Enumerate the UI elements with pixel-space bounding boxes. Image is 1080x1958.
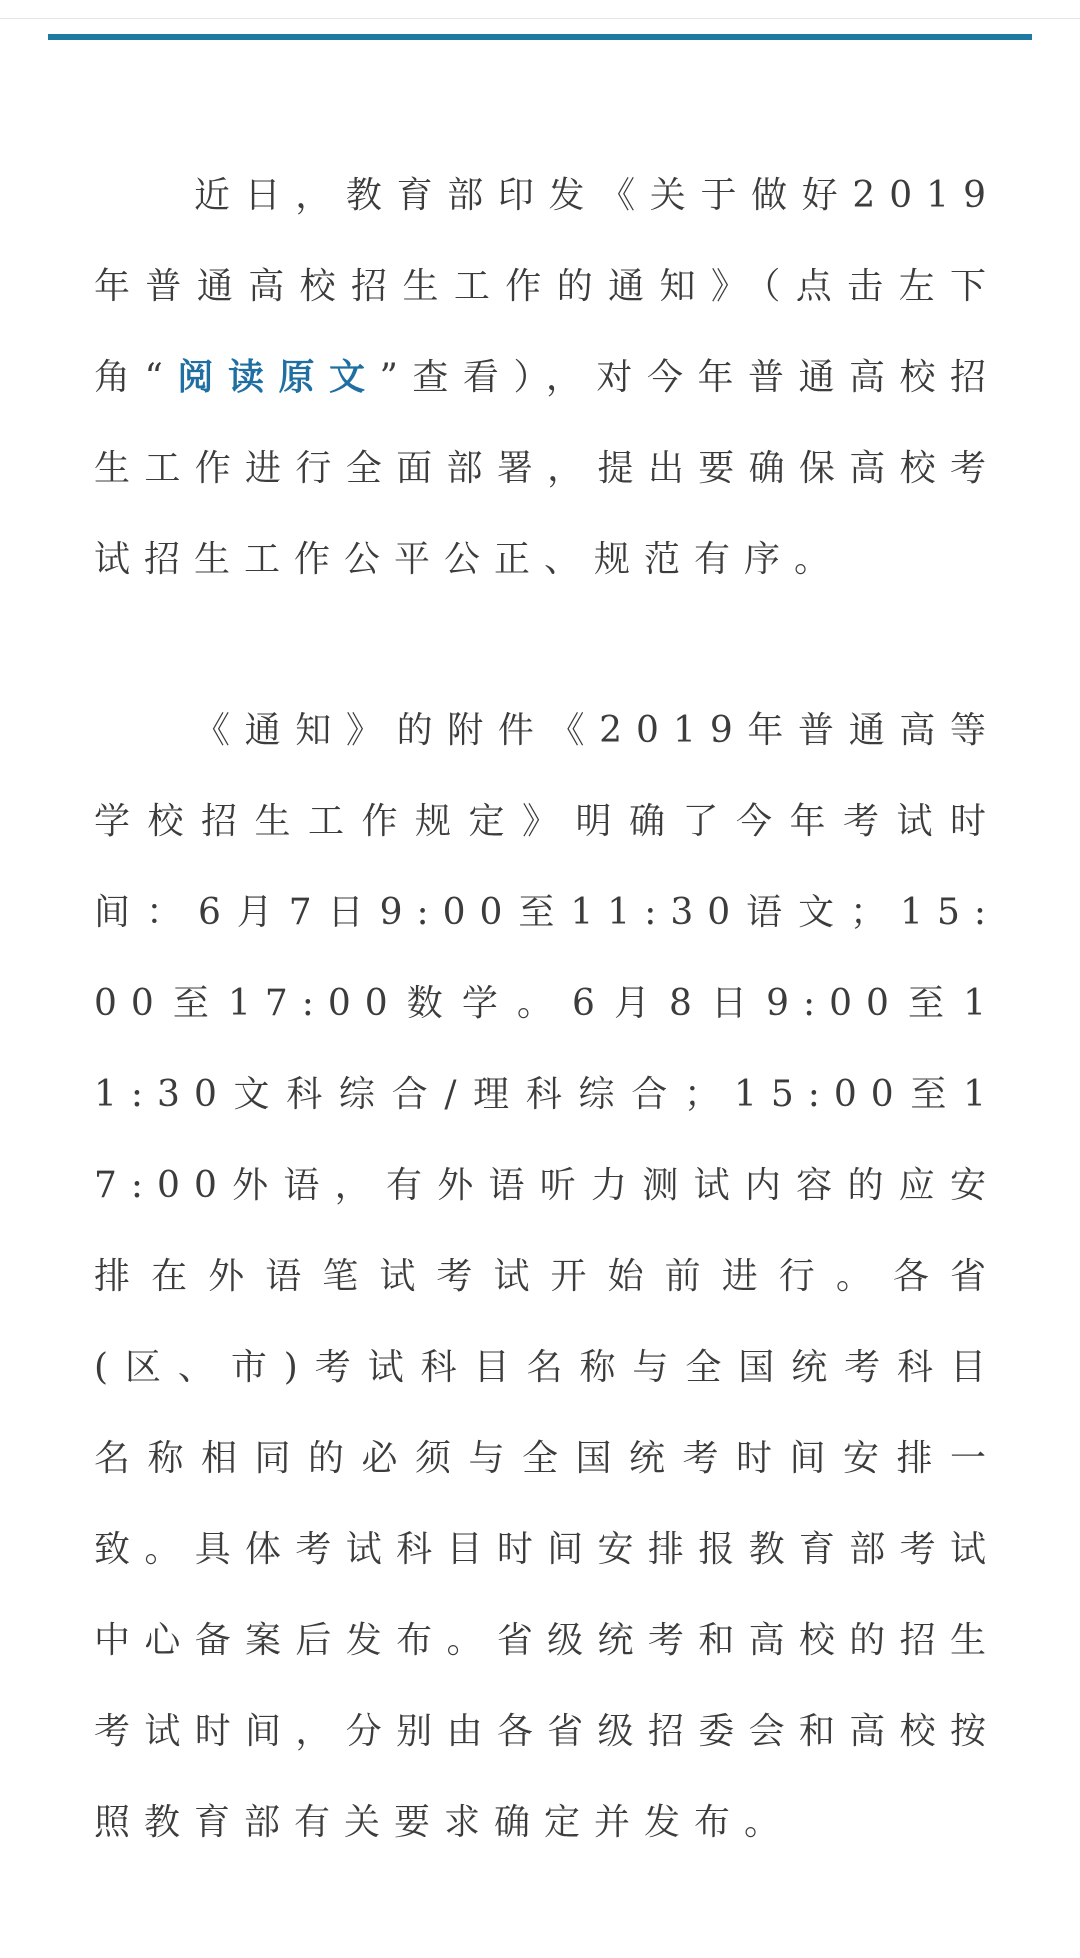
- article-body: [94, 150, 1000, 1868]
- paragraph-intro: [94, 150, 1000, 605]
- paragraph-intro-text-after: ”查看），对今年普通高校招生工作进行全面部署，提出要确保高校考试招生工作公平公正、规范有序。: [94, 357, 1001, 580]
- paragraph-exam-schedule: 《通知》的附件《2019年普通高等学校招生工作规定》明确了今年考试时间：6月7日9:00至11:30语文；15:00至17:00数学。6月8日9:00至11:30文科综合/理科综合；15:00至17:00外语，有外语听力测试内容的应安排在外语笔试考试开始前进行。各省(区、市)考试科目名称与全国统考科目名称相同的必须与全国统考时间安排一致。具体考试科目时间安排报教育部考试中心备案后发布。省级统考和高校的招生考试时间，分别由各省级招委会和高校按照教育部有关要求确定并发布。: [94, 710, 1000, 1843]
- read-original-link[interactable]: 阅读原文: [176, 356, 380, 398]
- paragraph-intro-text-before: 近日，教育部印发《关于做好2019年普通高校招生工作的通知》（点击左下角“: [94, 175, 1000, 398]
- accent-bar: [48, 34, 1032, 40]
- top-divider: [0, 18, 1080, 19]
